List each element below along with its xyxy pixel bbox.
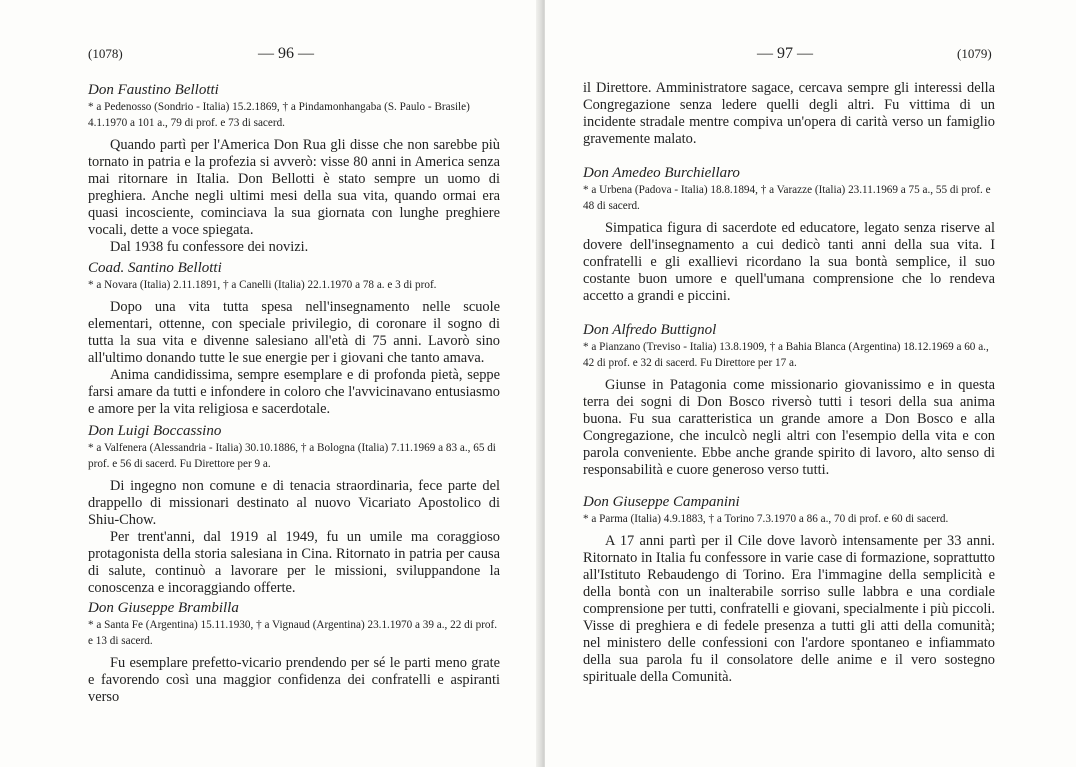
entry-body (88, 478, 500, 597)
entry-paragraph: il Direttore. Amministratore sagace, cercava sempre gli interessi della Congregazione senza ledere quelli degli altri. Fu vittima di un incidente stradale mentre compiva un'opera di carità verso un famiglio gravemente malato. (583, 80, 995, 147)
entry-name: Don Amedeo Burchiellaro (583, 165, 740, 181)
entry-paragraph: Dopo una vita tutta spesa nell'insegnamento nelle scuole elementari, ottenne, con speciale privilegio, di coronare il sogno di tutta la sua vita e divenne salesiano all'età di 75 anni. Lavorò sino all'ultimo donando tutte le sue energie per i giovani che tanto amava. (88, 299, 500, 366)
entry-name: Don Luigi Boccassino (88, 423, 222, 439)
entry-body (88, 655, 500, 706)
entry-body (88, 137, 500, 256)
entry-paragraph: Di ingegno non comune e di tenacia straordinaria, fece parte del drappello di missionari destinato al nuovo Vicariato Apostolico di Shiu-Chow. (88, 478, 500, 528)
entry-name: Don Giuseppe Campanini (583, 494, 740, 510)
obituary-entry (88, 423, 500, 597)
entry-paragraph: Anima candidissima, sempre esemplare e di profonda pietà, seppe farsi amare da tutti e infondere in coloro che l'avvicinavano entusiasmo e amore per la vita religiosa e sacerdotale. (88, 367, 500, 417)
entry-name: Don Giuseppe Brambilla (88, 600, 239, 616)
left-page-number: — 96 — (258, 45, 314, 62)
entry-body (583, 533, 995, 686)
entry-dates: * a Pianzano (Treviso - Italia) 13.8.1909, † a Bahia Blanca (Argentina) 18.12.1969 a 60 a., 42 di prof. e 32 di sacerd. Fu Direttore per 17 a. (583, 341, 989, 369)
continuation-text (583, 80, 995, 148)
entry-dates: * a Santa Fe (Argentina) 15.11.1930, † a Vignaud (Argentina) 23.1.1970 a 39 a., 22 di prof. e 13 di sacerd. (88, 619, 498, 647)
entry-paragraph: Per trent'anni, dal 1919 al 1949, fu un umile ma coraggioso protagonista della storia salesiana in Cina. Ritornato in patria per causa di salute, continuò a lavorare per le missioni, sviluppandone la conoscenza e incoraggiando offerte. (88, 529, 500, 596)
entry-name: Coad. Santino Bellotti (88, 260, 222, 276)
continuation-body (583, 80, 995, 148)
entry-dates: * a Parma (Italia) 4.9.1883, † a Torino 7.3.1970 a 86 a., 70 di prof. e 60 di sacerd. (583, 513, 949, 525)
obituary-entry (88, 600, 500, 706)
entry-body (583, 377, 995, 479)
entry-paragraph: Fu esemplare prefetto-vicario prendendo per sé le parti meno grate e favorendo così una maggior confidenza dei confratelli e aspiranti verso (88, 655, 500, 705)
left-page-header: (1078) (88, 46, 123, 61)
obituary-entry (583, 322, 995, 479)
entry-dates: * a Novara (Italia) 2.11.1891, † a Canelli (Italia) 22.1.1970 a 78 a. e 3 di prof. (88, 279, 437, 291)
obituary-entry (583, 165, 995, 305)
entry-body (88, 299, 500, 418)
entry-paragraph: Giunse in Patagonia come missionario giovanissimo e in questa terra dei sogni di Don Bosco riversò tutti i tesori della sua anima buona. Fu sua caratteristica un grande amore a Don Bosco e alla Congregazione, che inculcò negli altri con l'esempio della vita e con parola conveniente. Ebbe anche grande spirito di lavoro, alto senso di responsabilità e cuore generoso verso tutti. (583, 377, 995, 478)
right-page-header: (1079) (957, 46, 992, 61)
entry-paragraph: Quando partì per l'America Don Rua gli disse che non sarebbe più tornato in patria e la profezia si avverò: visse 80 anni in America senza mai ritornare in Italia. Don Bellotti è stato sempre un uomo di preghiera. Anche negli ultimi mesi della sua vita, quando ormai era quasi incosciente, cominciava la sua giornata con lunghe preghiere vocali, dette a voce spiegata. (88, 137, 500, 238)
entry-paragraph: Simpatica figura di sacerdote ed educatore, legato senza riserve al dovere dell'insegnamento a cui dedicò tanti anni della sua vita. I confratelli e gli exallievi ricordano la sua bontà semplice, il suo costante buon umore e quell'umana comprensione che lo rendeva accetto a grandi e piccini. (583, 220, 995, 304)
entry-dates: * a Urbena (Padova - Italia) 18.8.1894, † a Varazze (Italia) 23.11.1969 a 75 a., 55 di prof. e 48 di sacerd. (583, 184, 991, 212)
obituary-entry (88, 82, 500, 256)
entry-paragraph: Dal 1938 fu confessore dei novizi. (110, 239, 309, 255)
entry-body (583, 220, 995, 305)
right-page-number: — 97 — (757, 45, 813, 62)
obituary-entry (583, 494, 995, 686)
obituary-entry (88, 260, 500, 418)
entry-paragraph: A 17 anni partì per il Cile dove lavorò intensamente per 33 anni. Ritornato in Italia fu confessore in varie case di formazione, soprattutto all'Istituto Rebaudengo di Torino. Era l'immagine della semplicità e della bontà con un inalterabile sorriso sulle labbra e una cordiale comprensione per tutti, confratelli e giovani, specialmente i più piccoli. Visse di preghiera e di fedele presenza a tutti gli atti della comunità; nel ministero delle confessioni con l'ardore spontaneo e infiammato della sua parola fu il consolatore delle anime e il vero sostegno spirituale della Comunità. (583, 533, 995, 685)
entry-name: Don Alfredo Buttignol (583, 322, 717, 338)
entry-dates: * a Pedenosso (Sondrio - Italia) 15.2.1869, † a Pindamonhangaba (S. Paulo - Brasile) 4.1.1970 a 101 a., 79 di prof. e 73 di sacerd. (88, 101, 470, 129)
right-page (545, 0, 1076, 767)
entry-dates: * a Valfenera (Alessandria - Italia) 30.10.1886, † a Bologna (Italia) 7.11.1969 a 83 a., 65 di prof. e 56 di sacerd. Fu Direttore per 9 a. (88, 442, 496, 470)
entry-name: Don Faustino Bellotti (88, 82, 219, 98)
